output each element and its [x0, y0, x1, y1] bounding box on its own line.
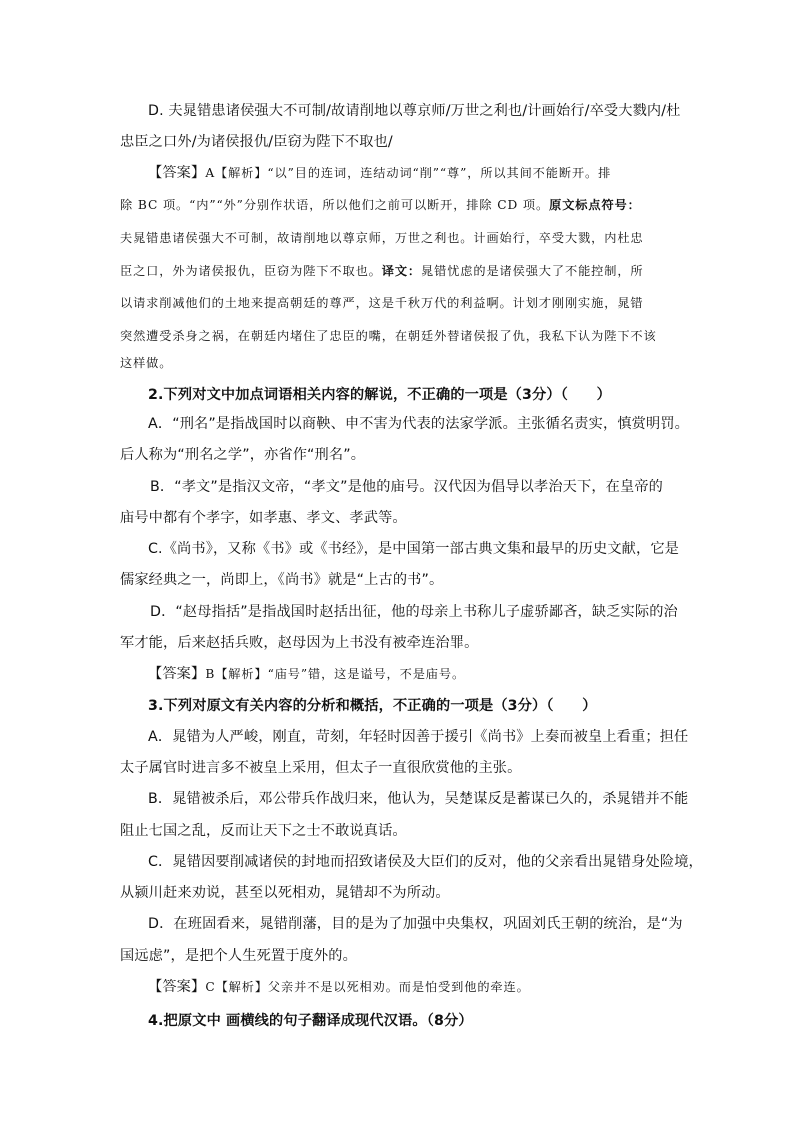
- q1-option-d-line1: D. 夫晁错患诸侯强大不可制/故请削地以尊京师/万世之利也/计画始行/卒受大戮内/杜: [148, 103, 681, 119]
- q2-option-d-line2: 军才能，后来赵括兵败，赵母因为上书没有被牵连治罪。: [120, 635, 479, 651]
- q2-option-d-line1: D．“赵母指括”是指战国时赵括出征，他的母亲上书称儿子虚骄鄙吝，缺乏实际的治: [150, 604, 678, 620]
- q1-answer-line7: 这样做。: [120, 356, 173, 370]
- q1-answer-line6: 突然遭受杀身之祸，在朝廷内堵住了忠臣的嘴，在朝廷外替诸侯报了仇，我私下认为陛下不该: [120, 329, 657, 343]
- q1-answer-line1: [148, 162, 708, 184]
- q2-answer: [148, 663, 708, 685]
- q2-stem: 2.下列对文中加点词语相关内容的解说，不正确的一项是（3分）（ ）: [148, 387, 611, 403]
- q1-option-d-line2: 忠臣之口外/为诸侯报仇/臣窃为陛下不取也/: [120, 134, 393, 150]
- q2-option-a-line2: 后人称为“刑名之学”，亦省作“刑名”。: [120, 447, 366, 463]
- q2-option-b-line1: B．“孝文”是指汉文帝，“孝文”是他的庙号。汉代因为倡导以孝治天下，在皇帝的: [150, 479, 664, 495]
- q2-option-b-line2: 庙号中都有个孝字，如孝惠、孝文、孝武等。: [120, 510, 407, 526]
- q1-answer-line2: [120, 194, 680, 216]
- q3-option-d-line2: 国远虑”，是把个人生死置于度外的。: [120, 948, 357, 964]
- q2-option-c-line1: C.《尚书》，又称《书》或《书经》，是中国第一部古典文集和最早的历史文献，它是: [148, 541, 680, 557]
- q1-translation-start: 晁错忧虑的是诸侯强大了不能控制，所: [421, 264, 644, 278]
- q3-stem: 3.下列对原文有关内容的分析和概括，不正确的一项是（3分）（ ）: [148, 698, 597, 714]
- q3-option-b-line2: 阻止七国之乱，反而让天下之士不敢说真话。: [120, 823, 407, 839]
- q2-option-a-line1: A．“刑名”是指战国时以商鞅、申不害为代表的法家学派。主张循名责实，慎赏明罚。: [148, 416, 690, 432]
- q1-answer-line5: 以请求削减他们的土地来提高朝廷的尊严，这是千秋万代的利益啊。计划才刚刚实施，晁错: [120, 296, 644, 310]
- answer-label: 【答案】: [148, 165, 206, 181]
- q1-punct-text-end: 臣之口，外为诸侯报仇，臣窃为陛下不取也。: [120, 264, 382, 278]
- q3-option-b-line1: B．晁错被杀后，邓公带兵作战归来，他认为，吴楚谋反是蓄谋已久的，杀晁错并不能: [148, 791, 689, 807]
- q2-analysis-text: B【解析】“庙号”错，这是谥号，不是庙号。: [205, 667, 466, 681]
- q1-answer-line4: [120, 260, 680, 282]
- q2-option-c-line2: 儒家经典之一，尚即上，《尚书》就是“上古的书”。: [120, 572, 444, 588]
- q3-option-d-line1: D．在班固看来，晁错削藩，目的是为了加强中央集权，巩固刘氏王朝的统治，是“为: [148, 916, 683, 932]
- q1-answer-line3: 夫晁错患诸侯强大不可制，故请削地以尊京师，万世之利也。计画始行，卒受大戮，内杜忠: [120, 231, 644, 245]
- q1-analysis-text: A【解析】“以”目的连词，连结动词“削”“尊”，所以其间不能断开。排: [205, 166, 612, 180]
- q3-option-a-line1: A．晁错为人严峻，刚直，苛刻，年轻时因善于援引《尚书》上奏而被皇上看重；担任: [148, 729, 689, 745]
- q3-option-c-line2: 从颍川赶来劝说，甚至以死相劝，晁错却不为所动。: [120, 885, 450, 901]
- answer-label: 【答案】: [148, 979, 206, 995]
- answer-label: 【答案】: [148, 666, 206, 682]
- q1-analysis-text-2: 除 BC 项。“内”“外”分别作状语，所以他们之前可以断开，排除 CD 项。: [120, 198, 550, 212]
- q3-analysis-text: C【解析】父亲并不是以死相劝。而是怕受到他的牵连。: [205, 980, 530, 994]
- punctuation-heading: 原文标点符号：: [549, 198, 641, 212]
- q3-option-a-line2: 太子属官时进言多不被皇上采用，但太子一直很欣赏他的主张。: [120, 760, 522, 776]
- q3-answer: [148, 976, 708, 998]
- translation-heading: 译文：: [381, 264, 422, 278]
- q4-stem: 4.把原文中 画横线的句子翻译成现代汉语。（8分）: [148, 1013, 473, 1029]
- q3-option-c-line1: C．晁错因要削减诸侯的封地而招致诸侯及大臣们的反对，他的父亲看出晁错身处险境，: [148, 854, 703, 870]
